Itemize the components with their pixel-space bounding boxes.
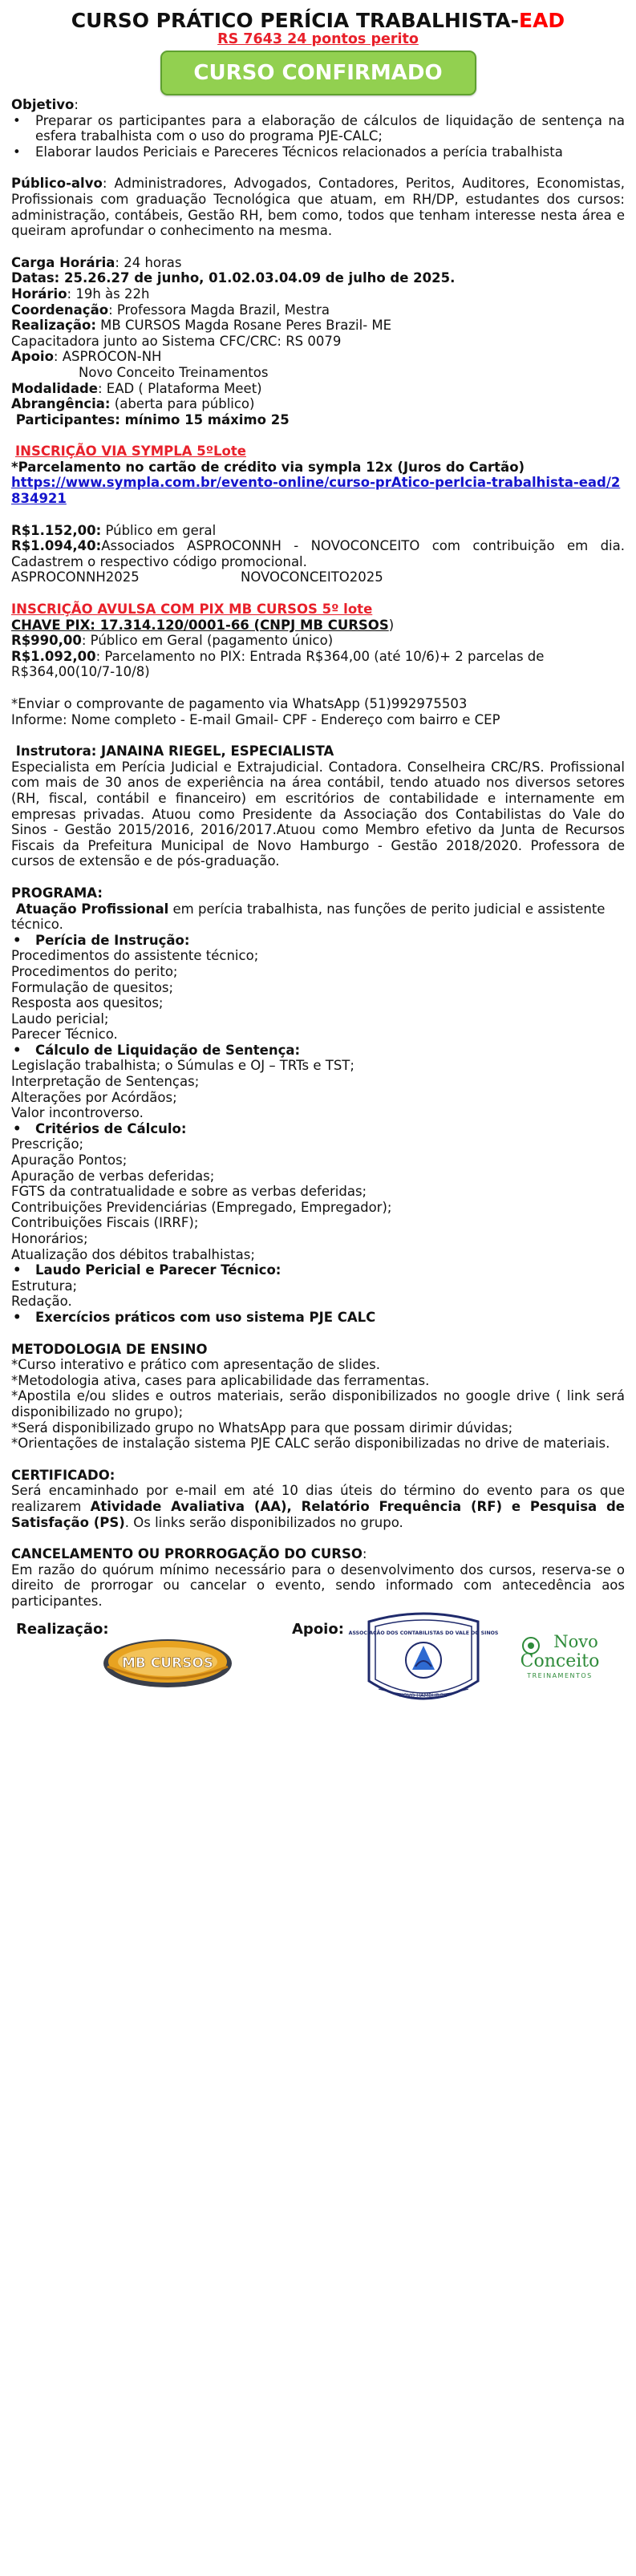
list-item: *Curso interativo e prático com apresentação de slides. [11, 1357, 380, 1373]
programa-section-title: • Critérios de Cálculo: [11, 1121, 625, 1137]
list-item: Resposta aos quesitos; [11, 995, 164, 1011]
coordenacao: Coordenação: Professora Magda Brazil, Mestra [11, 302, 330, 318]
list-item: *Apostila e/ou slides e outros materiais, serão disponibilizados no google drive ( link será disponibilizado no grupo); [11, 1388, 625, 1420]
course-title [11, 10, 625, 32]
course-confirmed-button[interactable]: CURSO CONFIRMADO [160, 51, 476, 95]
sympla-price-public: R$1.152,00: Público em geral [11, 522, 217, 538]
sympla-heading: INSCRIÇÃO VIA SYMPLA 5ºLote [15, 444, 246, 460]
sympla-price-associados: R$1.094,40:Associados ASPROCONNH - NOVOCONCEITO com contribuição em dia. Cadastrem o respectivo código promocional. [11, 538, 625, 569]
list-item: Valor incontroverso. [11, 1105, 144, 1121]
list-item: Atualização dos débitos trabalhistas; [11, 1246, 255, 1262]
certificado-heading: CERTIFICADO: [11, 1467, 115, 1483]
list-item: Prescrição; [11, 1136, 84, 1152]
sponsor-logos [11, 1612, 625, 1715]
list-item: Legislação trabalhista; o Súmulas e OJ – TRTs e TST; [11, 1058, 354, 1074]
list-item: Honorários; [11, 1231, 88, 1246]
list-item: Redação. [11, 1294, 72, 1310]
list-item: • Preparar os participantes para a elaboração de cálculos de liquidação de sentença na esfera trabalhista com o uso do programa PJE-CALC; [11, 113, 625, 144]
sympla-link[interactable]: https://www.sympla.com.br/evento-online/curso-prAtico-perIcia-trabalhista-ead/2834921 [11, 475, 621, 507]
promo-codes [11, 569, 625, 585]
apoio-label: Apoio: [292, 1621, 344, 1638]
publico-alvo: Público-alvo: Administradores, Advogados, Contadores, Peritos, Auditores, Economistas, Profissionais com graduação Tecnológica que atuam, em RH/DP, estudantes dos cursos: administração, contábeis, Gestão RH, bem como, todos que tenham interesse nesta área e queiram aprofundar o conhecimento na mesma. [11, 176, 625, 239]
asprocon-logo [348, 1610, 499, 1713]
course-subtitle: RS 7643 24 pontos perito [217, 31, 419, 47]
metodologia-heading: METODOLOGIA DE ENSINO [11, 1341, 208, 1357]
certificado-text: Será encaminhado por e-mail em até 10 dias úteis do término do evento para os que realizarem Atividade Avaliativa (AA), Relatório Frequência (RF) e Pesquisa de Satisfação (PS). Os links serão disponibilizados no grupo. [11, 1483, 625, 1530]
list-item: Contribuições Previdenciárias (Empregado, Empregador); [11, 1199, 392, 1215]
modalidade: Modalidade: EAD ( Plataforma Meet) [11, 380, 262, 396]
list-item: Apuração Pontos; [11, 1152, 128, 1169]
programa-section-title: • Perícia de Instrução: [11, 933, 625, 949]
list-item: Contribuições Fiscais (IRRF); [11, 1215, 199, 1231]
course-title-accent: EAD [519, 9, 565, 32]
carga-horaria: Carga Horária: 24 horas [11, 254, 182, 270]
pix-key: CHAVE PIX: 17.314.120/0001-66 (CNPJ MB CURSOS) [11, 617, 395, 633]
mb-cursos-logo [99, 1634, 236, 1691]
promo-code: ASPROCONNH2025 [11, 569, 140, 585]
novo-logo-line1: Novo [553, 1632, 598, 1652]
capacitadora: Capacitadora junto ao Sistema CFC/CRC: RS 0079 [11, 333, 342, 349]
mb-cursos-logo-icon [99, 1634, 236, 1691]
sympla-link-line [11, 475, 625, 506]
list-item: Apuração de verbas deferidas; [11, 1168, 215, 1184]
asprocon-logo-text: ASSOCIAÇÃO DOS CONTABILISTAS DO VALE DO SINOS [348, 1630, 499, 1637]
objetivo-list [11, 113, 625, 160]
datas: Datas: 25.26.27 de junho, 01.02.03.04.09 de julho de 2025. [11, 270, 456, 286]
list-item: • Elaborar laudos Periciais e Pareceres Técnicos relacionados a perícia trabalhista [11, 144, 625, 160]
programa-section-title: • Cálculo de Liquidação de Sentença: [11, 1043, 625, 1059]
novo-conceito-logo [502, 1630, 622, 1702]
list-item: Parecer Técnico. [11, 1027, 118, 1043]
apoio: Apoio: ASPROCON-NH [11, 349, 162, 365]
programa-section-title: • Laudo Pericial e Parecer Técnico: [11, 1262, 625, 1278]
list-item: Alterações por Acórdãos; [11, 1089, 177, 1105]
cancelamento-heading: CANCELAMENTO OU PRORROGAÇÃO DO CURSO: [11, 1546, 367, 1562]
pix-price-parcelado: R$1.092,00: Parcelamento no PIX: Entrada R$364,00 (até 10/6)+ 2 parcelas de R$364,00(10/7-10/8) [11, 648, 545, 680]
asprocon-logo-icon [348, 1610, 499, 1713]
pix-heading: INSCRIÇÃO AVULSA COM PIX MB CURSOS 5º lote [11, 601, 373, 618]
pix-note-informe: Informe: Nome completo - E-mail Gmail- CPF - Endereço com bairro e CEP [11, 711, 500, 727]
realizacao-label: Realização: [16, 1621, 109, 1638]
list-item: Estrutura; [11, 1278, 78, 1294]
novo-logo-line3: TREINAMENTOS [527, 1672, 593, 1680]
course-title-main: CURSO PRÁTICO PERÍCIA TRABALHISTA- [71, 9, 519, 32]
list-item: *Será disponibilizado grupo no WhatsApp para que possam dirimir dúvidas; [11, 1420, 513, 1436]
instrutora-heading: Instrutora: JANAINA RIEGEL, ESPECIALISTA [11, 743, 334, 759]
pix-note-whatsapp: *Enviar o comprovante de pagamento via WhatsApp (51)992975503 [11, 696, 468, 711]
list-item: Formulação de quesitos; [11, 979, 174, 995]
promo-code: NOVOCONCEITO2025 [241, 569, 383, 585]
list-item: Procedimentos do perito; [11, 963, 178, 979]
list-item: FGTS da contratualidade e sobre as verbas deferidas; [11, 1184, 367, 1200]
novo-conceito-logo-icon [502, 1630, 622, 1702]
list-item: Interpretação de Sentenças; [11, 1074, 200, 1090]
programa-heading: PROGRAMA: [11, 885, 103, 901]
list-item: Procedimentos do assistente técnico; [11, 948, 259, 964]
objetivo-heading: Objetivo: [11, 97, 79, 112]
sympla-parcelamento: *Parcelamento no cartão de crédito via sympla 12x (Juros do Cartão) [11, 459, 525, 475]
list-item: Laudo pericial; [11, 1011, 109, 1027]
asprocon-logo-bottom: NOVO HAMBURGO [399, 1692, 448, 1699]
programa-intro: Atuação Profissional em perícia trabalhista, nas funções de perito judicial e assistente técnico. [11, 901, 606, 933]
pix-price-public: R$990,00: Público em Geral (pagamento único) [11, 633, 334, 649]
list-item: *Orientações de instalação sistema PJE CALC serão disponibilizadas no drive de materiais. [11, 1436, 610, 1452]
programa-section-title: • Exercícios práticos com uso sistema PJE CALC [11, 1310, 625, 1326]
apoio-secondary: Novo Conceito Treinamentos [79, 364, 269, 380]
cancelamento-text: Em razão do quórum mínimo necessário para o desenvolvimento dos cursos, reserva-se o direito de prorrogar ou cancelar o evento, sendo informado com antecedência aos participantes. [11, 1561, 625, 1609]
mb-logo-text: MB CURSOS [121, 1655, 214, 1672]
realizacao: Realização: MB CURSOS Magda Rosane Peres Brazil- ME [11, 318, 392, 334]
abrangencia: Abrangência: (aberta para público) [11, 396, 255, 412]
participantes: Participantes: mínimo 15 máximo 25 [11, 411, 290, 427]
instrutora-bio: Especialista em Perícia Judicial e Extrajudicial. Contadora. Conselheira CRC/RS. Profissional com mais de 30 anos de experiência na área contábil, tendo atuado nos diversos setores (RH, fiscal, contábil e financeiro) em escritórios de contabilidade e internamente em empresas privadas. Atuou como Presidente da Associação dos Contabilistas do Vale do Sinos - Gestão 2015/2016, 2016/2017.Atuou como Membro efetivo da Junta de Recursos Fiscais da Prefeitura Municipal de Novo Hamburgo - Gestão 2018/2020. Professora de cursos de extensão e de pós-graduação. [11, 759, 625, 869]
horario: Horário: 19h às 22h [11, 286, 150, 302]
novo-logo-line2: Conceito [520, 1651, 600, 1672]
list-item: *Metodologia ativa, cases para aplicabilidade das ferramentas. [11, 1372, 430, 1388]
